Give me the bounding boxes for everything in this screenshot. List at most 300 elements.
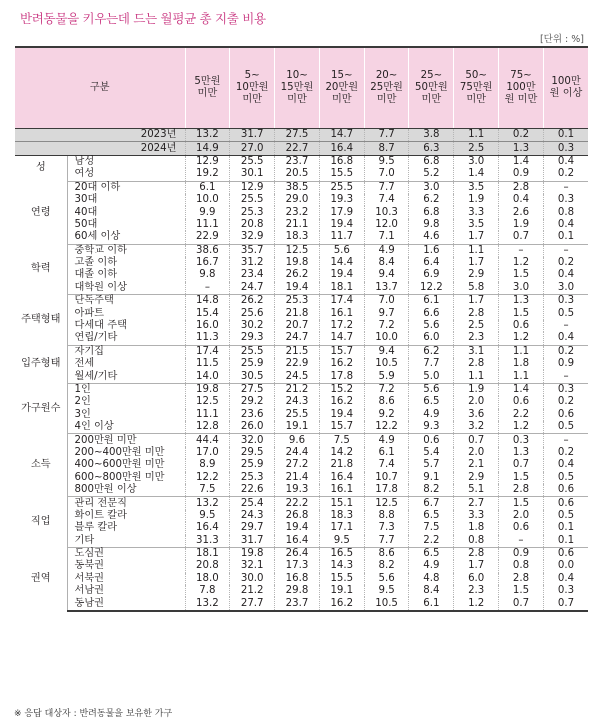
table-cell: 9.5 — [364, 155, 409, 168]
row-label: 2023년 — [15, 129, 185, 142]
table-cell: 11.3 — [185, 332, 230, 345]
table-cell: 6.2 — [409, 194, 454, 206]
table-cell: 13.2 — [185, 497, 230, 510]
table-cell: 13.2 — [185, 597, 230, 610]
table-cell: 0.1 — [543, 231, 588, 244]
table-cell: 5.6 — [364, 573, 409, 585]
table-cell: 9.8 — [409, 219, 454, 231]
table-cell: 24.5 — [275, 370, 320, 383]
table-cell: 24.4 — [275, 447, 320, 459]
table-cell: 25.5 — [230, 345, 275, 358]
table-cell: 1.1 — [454, 244, 499, 257]
table-cell: 2.7 — [454, 497, 499, 510]
table-cell: 17.9 — [319, 206, 364, 218]
table-cell: 1.8 — [499, 358, 544, 370]
table-row — [15, 447, 588, 459]
row-label: 1인 — [67, 383, 185, 396]
table-cell: 0.4 — [543, 332, 588, 345]
table-cell: 19.1 — [275, 421, 320, 434]
table-row — [15, 307, 588, 319]
table-cell: 14.9 — [185, 142, 230, 155]
group-label: 권역 — [30, 573, 51, 585]
table-cell: 10.5 — [364, 597, 409, 610]
table-row-total — [15, 142, 588, 155]
header-category: 구분 — [15, 47, 185, 129]
table-cell: 22.6 — [230, 484, 275, 497]
table-cell: 24.3 — [275, 396, 320, 408]
header-column: 50~ 75만원 미만 — [454, 47, 499, 129]
table-cell: 12.5 — [364, 497, 409, 510]
table-cell: 21.8 — [319, 459, 364, 471]
group-label: 직업 — [30, 516, 51, 528]
table-cell: 30.5 — [230, 370, 275, 383]
group-label: 입주형태 — [21, 358, 61, 370]
table-cell: 7.5 — [409, 522, 454, 534]
table-cell: 9.4 — [364, 269, 409, 281]
table-cell: 1.2 — [499, 332, 544, 345]
table-cell: 23.7 — [275, 597, 320, 610]
table-cell: 6.0 — [409, 332, 454, 345]
row-label: 서남권 — [67, 585, 185, 597]
table-cell: 27.7 — [230, 597, 275, 610]
table-cell: 2.8 — [499, 573, 544, 585]
data-table — [15, 46, 588, 612]
row-label: 중학교 이하 — [67, 244, 185, 257]
table-cell: 19.8 — [185, 383, 230, 396]
table-row — [15, 510, 588, 522]
table-cell: 5.6 — [409, 383, 454, 396]
table-cell: 13.7 — [364, 282, 409, 295]
table-body — [15, 129, 588, 611]
table-row — [15, 597, 588, 610]
table-cell: 0.4 — [543, 219, 588, 231]
table-cell: 3.3 — [454, 206, 499, 218]
row-label: 자기집 — [67, 345, 185, 358]
table-row — [15, 383, 588, 396]
group-label: 가구원수 — [21, 402, 61, 414]
table-cell: 25.3 — [230, 472, 275, 484]
header-column: 15~ 20만원 미만 — [319, 47, 364, 129]
table-cell: 30.2 — [230, 320, 275, 332]
table-cell: 0.1 — [543, 535, 588, 548]
group-label: 학력 — [30, 263, 51, 275]
table-cell: 1.9 — [454, 383, 499, 396]
table-cell: 1.4 — [499, 155, 544, 168]
table-cell: 29.5 — [230, 447, 275, 459]
table-cell: 0.8 — [499, 560, 544, 572]
table-header-row — [15, 47, 588, 129]
table-cell: 10.3 — [364, 206, 409, 218]
row-label: 고졸 이하 — [67, 257, 185, 269]
table-cell: 0.7 — [499, 459, 544, 471]
table-cell: 12.8 — [185, 421, 230, 434]
table-cell: 2.0 — [499, 510, 544, 522]
table-cell: 16.2 — [319, 597, 364, 610]
table-cell: 19.3 — [319, 194, 364, 206]
row-label: 800만원 이상 — [67, 484, 185, 497]
table-cell: 27.2 — [275, 459, 320, 471]
table-cell: 29.0 — [275, 194, 320, 206]
table-cell: 6.8 — [409, 155, 454, 168]
group-label: 소득 — [30, 459, 51, 471]
table-cell: 1.1 — [454, 370, 499, 383]
table-row — [15, 535, 588, 548]
table-cell: 20.8 — [185, 560, 230, 572]
table-cell: 7.4 — [364, 194, 409, 206]
table-cell: 10.0 — [185, 194, 230, 206]
table-cell: 7.7 — [409, 358, 454, 370]
table-cell: 0.6 — [499, 396, 544, 408]
table-cell: 25.5 — [319, 181, 364, 194]
table-cell: 17.8 — [364, 484, 409, 497]
table-cell: 17.0 — [185, 447, 230, 459]
table-cell: 0.2 — [543, 345, 588, 358]
table-cell: 14.7 — [319, 332, 364, 345]
table-cell: 16.0 — [185, 320, 230, 332]
table-cell: 0.5 — [543, 421, 588, 434]
table-cell: 0.6 — [409, 434, 454, 447]
table-row — [15, 282, 588, 295]
header-column: 20~ 25만원 미만 — [364, 47, 409, 129]
table-cell: 0.5 — [543, 472, 588, 484]
table-cell: 6.2 — [409, 345, 454, 358]
table-cell: 1.5 — [499, 585, 544, 597]
table-cell: 0.6 — [499, 320, 544, 332]
table-cell: 1.1 — [454, 129, 499, 142]
row-label: 관리 전문직 — [67, 497, 185, 510]
table-cell: 3.0 — [409, 181, 454, 194]
table-cell: 6.1 — [409, 295, 454, 308]
row-label: 200만원 미만 — [67, 434, 185, 447]
table-cell: 3.5 — [454, 181, 499, 194]
table-cell: 15.1 — [319, 497, 364, 510]
row-label: 20대 이하 — [67, 181, 185, 194]
table-row — [15, 332, 588, 345]
table-cell: 23.2 — [275, 206, 320, 218]
table-cell: 2.8 — [454, 358, 499, 370]
table-cell: 26.2 — [230, 295, 275, 308]
table-cell: 1.2 — [499, 257, 544, 269]
table-cell: 1.4 — [499, 383, 544, 396]
table-cell: 31.3 — [185, 535, 230, 548]
table-cell: 6.5 — [409, 510, 454, 522]
row-label: 여성 — [67, 168, 185, 181]
table-cell: – — [543, 434, 588, 447]
table-cell: 21.5 — [275, 345, 320, 358]
table-cell: 19.1 — [319, 585, 364, 597]
table-cell: 0.6 — [499, 522, 544, 534]
table-cell: 13.2 — [185, 129, 230, 142]
table-cell: 44.4 — [185, 434, 230, 447]
row-label: 3인 — [67, 409, 185, 421]
table-cell: 20.7 — [275, 320, 320, 332]
table-cell: 21.1 — [275, 219, 320, 231]
table-cell: 18.1 — [319, 282, 364, 295]
table-cell: 29.7 — [230, 522, 275, 534]
table-cell: 9.3 — [409, 421, 454, 434]
table-row — [15, 206, 588, 218]
table-cell: 11.1 — [185, 409, 230, 421]
table-cell: 15.7 — [319, 345, 364, 358]
table-cell: 21.4 — [275, 472, 320, 484]
table-cell: 3.0 — [499, 282, 544, 295]
table-cell: 18.3 — [275, 231, 320, 244]
table-row — [15, 573, 588, 585]
table-cell: 1.5 — [499, 269, 544, 281]
table-cell: 6.4 — [409, 257, 454, 269]
table-cell: – — [185, 282, 230, 295]
table-cell: 32.1 — [230, 560, 275, 572]
row-label: 2인 — [67, 396, 185, 408]
table-cell: 0.3 — [543, 383, 588, 396]
row-label: 단독주택 — [67, 295, 185, 308]
table-cell: 19.4 — [275, 282, 320, 295]
table-cell: 16.2 — [319, 396, 364, 408]
unit-label: [단위 : %] — [539, 34, 584, 45]
table-cell: 5.0 — [409, 370, 454, 383]
table-cell: 0.2 — [543, 447, 588, 459]
table-cell: 19.4 — [275, 522, 320, 534]
table-cell: 9.7 — [364, 307, 409, 319]
table-cell: 3.0 — [454, 155, 499, 168]
table-cell: 2.0 — [454, 447, 499, 459]
row-label: 대졸 이하 — [67, 269, 185, 281]
table-cell: 6.0 — [454, 573, 499, 585]
table-cell: 23.4 — [230, 269, 275, 281]
table-cell: 1.1 — [499, 370, 544, 383]
table-cell: 31.2 — [230, 257, 275, 269]
table-cell: 6.5 — [409, 396, 454, 408]
table-cell: 31.7 — [230, 535, 275, 548]
page-title: 반려동물을 키우는데 드는 월평균 총 지출 비용 — [20, 11, 266, 26]
table-cell: 2.9 — [454, 269, 499, 281]
table-row — [15, 320, 588, 332]
header-column: 10~ 15만원 미만 — [275, 47, 320, 129]
table-row — [15, 168, 588, 181]
table-cell: 7.4 — [364, 459, 409, 471]
table-cell: – — [543, 244, 588, 257]
table-cell: 0.2 — [499, 129, 544, 142]
table-cell: 0.7 — [499, 597, 544, 610]
table-cell: 29.8 — [275, 585, 320, 597]
table-cell: 1.8 — [454, 522, 499, 534]
table-cell: 0.3 — [543, 194, 588, 206]
table-cell: 14.8 — [185, 295, 230, 308]
table-cell: 16.4 — [185, 522, 230, 534]
table-cell: 24.3 — [230, 510, 275, 522]
table-cell: 12.2 — [185, 472, 230, 484]
table-cell: 12.0 — [364, 219, 409, 231]
row-label: 블루 칼라 — [67, 522, 185, 534]
table-row — [15, 421, 588, 434]
table-cell: 25.5 — [275, 409, 320, 421]
table-cell: 7.3 — [364, 522, 409, 534]
table-cell: 17.4 — [319, 295, 364, 308]
table-cell: 0.3 — [499, 434, 544, 447]
table-cell: 0.9 — [499, 547, 544, 560]
header-column: 75~ 100만 원 미만 — [499, 47, 544, 129]
table-cell: 7.0 — [364, 168, 409, 181]
table-cell: 1.7 — [454, 560, 499, 572]
table-cell: 5.4 — [409, 447, 454, 459]
table-cell: 2.2 — [499, 409, 544, 421]
table-cell: 8.6 — [364, 396, 409, 408]
table-cell: 4.9 — [409, 409, 454, 421]
table-cell: 1.5 — [499, 472, 544, 484]
table-cell: 2.9 — [454, 472, 499, 484]
row-label: 50대 — [67, 219, 185, 231]
table-cell: – — [543, 370, 588, 383]
table-cell: 12.9 — [230, 181, 275, 194]
table-cell: 31.7 — [230, 129, 275, 142]
table-cell: 8.6 — [364, 547, 409, 560]
table-cell: 16.4 — [319, 472, 364, 484]
table-cell: 1.2 — [454, 597, 499, 610]
table-cell: 0.2 — [543, 396, 588, 408]
table-cell: 12.2 — [409, 282, 454, 295]
table-cell: 18.1 — [185, 547, 230, 560]
table-cell: 0.4 — [499, 194, 544, 206]
table-cell: 0.3 — [543, 142, 588, 155]
table-cell: – — [543, 320, 588, 332]
row-label: 기타 — [67, 535, 185, 548]
table-cell: 5.6 — [409, 320, 454, 332]
table-row — [15, 358, 588, 370]
table-cell: 22.9 — [275, 358, 320, 370]
table-cell: 10.0 — [364, 332, 409, 345]
table-cell: 3.6 — [454, 409, 499, 421]
table-cell: 1.7 — [454, 295, 499, 308]
table-cell: 0.2 — [543, 168, 588, 181]
table-cell: 3.1 — [454, 345, 499, 358]
table-cell: 0.4 — [543, 155, 588, 168]
table-cell: 10.7 — [364, 472, 409, 484]
table-cell: 26.2 — [275, 269, 320, 281]
table-cell: 25.9 — [230, 459, 275, 471]
table-cell: 1.6 — [409, 244, 454, 257]
table-row — [15, 434, 588, 447]
table-cell: 5.8 — [454, 282, 499, 295]
table-cell: 21.2 — [275, 383, 320, 396]
group-label: 주택형태 — [21, 313, 61, 325]
table-cell: – — [499, 244, 544, 257]
table-row — [15, 231, 588, 244]
table-cell: 6.3 — [409, 142, 454, 155]
table-cell: 15.4 — [185, 307, 230, 319]
table-cell: 7.7 — [364, 181, 409, 194]
table-cell: 25.4 — [230, 497, 275, 510]
table-cell: 14.0 — [185, 370, 230, 383]
row-label: 200~400만원 미만 — [67, 447, 185, 459]
table-cell: 2.6 — [499, 206, 544, 218]
table-cell: 18.3 — [319, 510, 364, 522]
table-cell: 8.2 — [364, 560, 409, 572]
table-cell: 25.5 — [230, 155, 275, 168]
row-label: 연립/기타 — [67, 332, 185, 345]
table-cell: 20.5 — [275, 168, 320, 181]
table-cell: 5.6 — [319, 244, 364, 257]
table-cell: 24.7 — [230, 282, 275, 295]
table-cell: – — [543, 181, 588, 194]
table-cell: 1.5 — [499, 497, 544, 510]
table-cell: 0.5 — [543, 307, 588, 319]
table-cell: 6.9 — [409, 269, 454, 281]
table-row — [15, 155, 588, 168]
table-cell: 32.0 — [230, 434, 275, 447]
table-cell: 27.5 — [230, 383, 275, 396]
table-cell: 1.1 — [499, 345, 544, 358]
table-cell: 26.4 — [275, 547, 320, 560]
table-cell: 19.3 — [275, 484, 320, 497]
table-cell: 26.8 — [275, 510, 320, 522]
table-cell: 15.5 — [319, 573, 364, 585]
table-cell: 7.0 — [364, 295, 409, 308]
table-cell: 0.1 — [543, 129, 588, 142]
table-cell: 35.7 — [230, 244, 275, 257]
table-row — [15, 484, 588, 497]
table-cell: 19.4 — [319, 219, 364, 231]
row-label: 도심권 — [67, 547, 185, 560]
table-cell: 38.6 — [185, 244, 230, 257]
table-cell: 1.9 — [499, 219, 544, 231]
table-cell: 3.5 — [454, 219, 499, 231]
table-cell: 16.7 — [185, 257, 230, 269]
table-row — [15, 396, 588, 408]
table-cell: 3.2 — [454, 421, 499, 434]
table-cell: 30.0 — [230, 573, 275, 585]
table-cell: 19.2 — [185, 168, 230, 181]
table-cell: 0.7 — [499, 231, 544, 244]
table-cell: 2.0 — [454, 396, 499, 408]
table-cell: 25.3 — [230, 206, 275, 218]
table-row — [15, 497, 588, 510]
table-cell: 25.9 — [230, 358, 275, 370]
table-cell: 16.2 — [319, 358, 364, 370]
table-cell: 7.8 — [185, 585, 230, 597]
table-cell: 0.2 — [543, 257, 588, 269]
table-cell: 2.3 — [454, 585, 499, 597]
table-cell: 4.6 — [409, 231, 454, 244]
table-row — [15, 370, 588, 383]
table-cell: 16.4 — [319, 142, 364, 155]
table-cell: – — [499, 535, 544, 548]
table-cell: 25.5 — [230, 194, 275, 206]
table-cell: 9.9 — [185, 206, 230, 218]
table-cell: 8.7 — [364, 142, 409, 155]
table-cell: 3.3 — [454, 510, 499, 522]
table-cell: 10.5 — [364, 358, 409, 370]
table-row — [15, 522, 588, 534]
table-cell: 7.5 — [185, 484, 230, 497]
table-cell: 3.8 — [409, 129, 454, 142]
row-label: 60세 이상 — [67, 231, 185, 244]
table-cell: 1.5 — [499, 307, 544, 319]
table-cell: 14.3 — [319, 560, 364, 572]
table-cell: 19.8 — [230, 547, 275, 560]
row-label: 4인 이상 — [67, 421, 185, 434]
table-row — [15, 472, 588, 484]
table-cell: 7.1 — [364, 231, 409, 244]
table-cell: 9.2 — [364, 409, 409, 421]
table-cell: 0.9 — [543, 358, 588, 370]
footnote: ※ 응답 대상자 : 반려동물을 보유한 가구 — [14, 709, 173, 719]
table-cell: 29.3 — [230, 332, 275, 345]
table-cell: 9.5 — [319, 535, 364, 548]
table-cell: 0.5 — [543, 510, 588, 522]
row-label: 다세대 주택 — [67, 320, 185, 332]
table-cell: 7.7 — [364, 535, 409, 548]
table-cell: 16.1 — [319, 484, 364, 497]
